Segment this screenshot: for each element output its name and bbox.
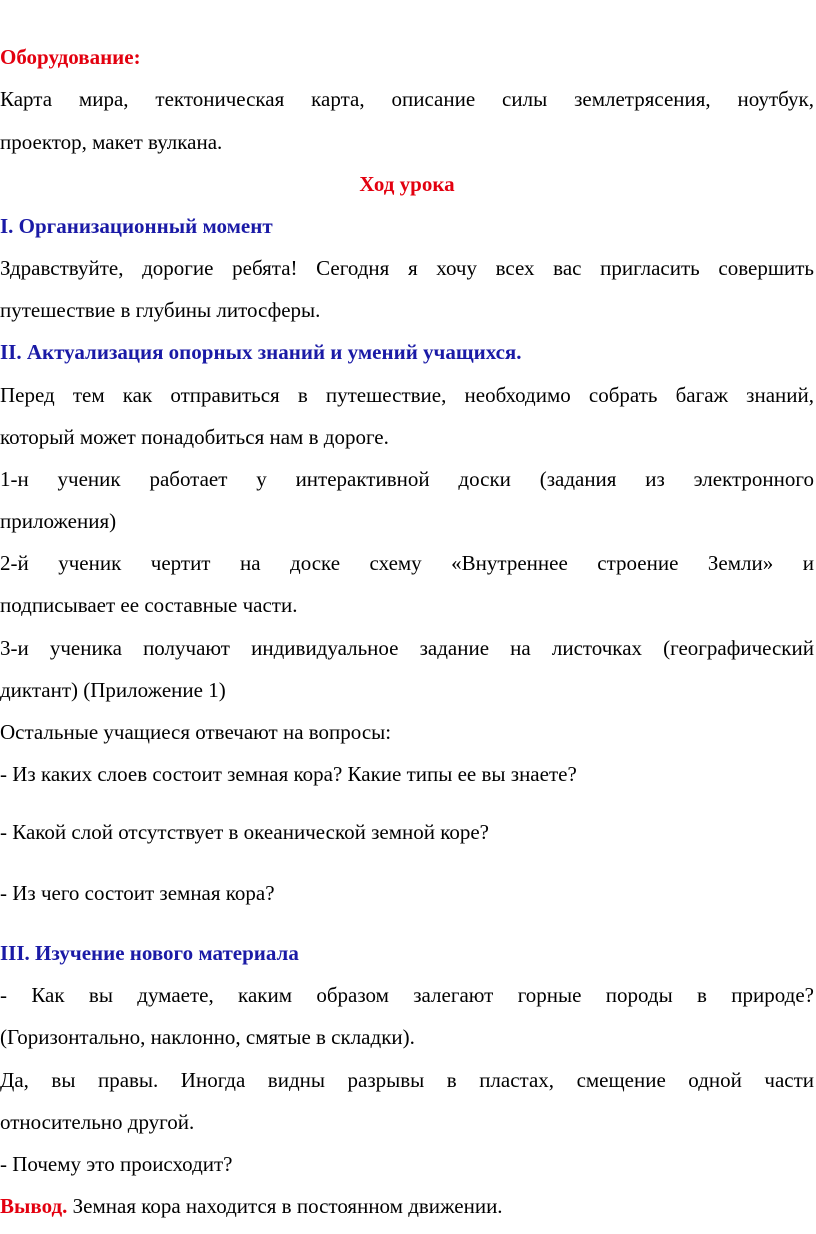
conclusion-label: Вывод. xyxy=(0,1194,68,1218)
equipment-line-1: Карта мира, тектоническая карта, описание силы землетрясения, ноутбук, xyxy=(0,87,814,111)
lesson-title: Ход урока xyxy=(359,172,455,196)
section3-line-1: - Как вы думаете, каким образом залегают горные породы в природе? xyxy=(0,983,814,1007)
section2-line-1: Перед тем как отправиться в путешествие, необходимо собрать багаж знаний, xyxy=(0,383,814,407)
section2-line-4: приложения) xyxy=(0,509,117,533)
section2-line-8: диктант) (Приложение 1) xyxy=(0,678,226,702)
section2-line-3: 1-н ученик работает у интерактивной доски (задания из электронного xyxy=(0,467,814,491)
section3-line-2: (Горизонтально, наклонно, смятые в складки). xyxy=(0,1025,415,1049)
section2-line-7: 3-и ученика получают индивидуальное задание на листочках (географический xyxy=(0,636,814,660)
section1-line-2: путешествие в глубины литосферы. xyxy=(0,298,321,322)
question-2: - Какой слой отсутствует в океанической земной коре? xyxy=(0,820,489,844)
question-1: - Из каких слоев состоит земная кора? Какие типы ее вы знаете? xyxy=(0,762,577,786)
section3-line-4: относительно другой. xyxy=(0,1110,195,1134)
question-3: - Из чего состоит земная кора? xyxy=(0,881,275,905)
equipment-heading: Оборудование: xyxy=(0,45,141,69)
equipment-line-2: проектор, макет вулкана. xyxy=(0,130,223,154)
section2-line-2: который может понадобиться нам в дороге. xyxy=(0,425,389,449)
section3-line-3: Да, вы правы. Иногда видны разрывы в пластах, смещение одной части xyxy=(0,1068,814,1092)
section3-heading: III. Изучение нового материала xyxy=(0,941,299,965)
section3-line-5: - Почему это происходит? xyxy=(0,1152,233,1176)
section2-line-5: 2-й ученик чертит на доске схему «Внутреннее строение Земли» и xyxy=(0,551,814,575)
conclusion-text: Земная кора находится в постоянном движении. xyxy=(67,1194,503,1218)
section1-line-1: Здравствуйте, дорогие ребята! Сегодня я хочу всех вас пригласить совершить xyxy=(0,256,814,280)
section1-heading: I. Организационный момент xyxy=(0,214,273,238)
section2-line-9: Остальные учащиеся отвечают на вопросы: xyxy=(0,720,392,744)
section2-heading: II. Актуализация опорных знаний и умений учащихся. xyxy=(0,340,522,364)
conclusion xyxy=(0,1192,814,1220)
section2-line-6: подписывает ее составные части. xyxy=(0,593,298,617)
